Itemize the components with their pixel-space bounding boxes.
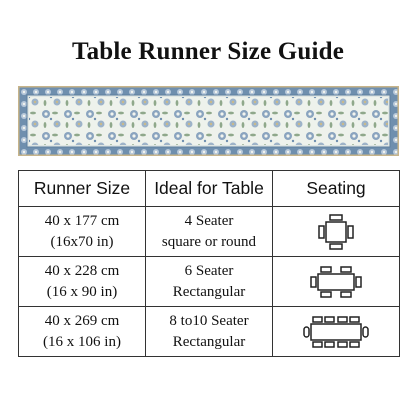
ideal-table-cell	[146, 257, 273, 307]
table-shape: square or round	[161, 233, 257, 250]
six-seater-table-icon	[310, 265, 362, 299]
header-seating: Seating	[273, 171, 400, 207]
size-cm: 40 x 228 cm	[44, 262, 120, 279]
table-header-row	[19, 171, 400, 207]
floral-table-runner-image	[18, 86, 399, 156]
size-cm: 40 x 177 cm	[44, 212, 120, 229]
runner-size-cell	[19, 307, 146, 357]
header-runner-size: Runner Size	[19, 171, 146, 207]
page-title: Table Runner Size Guide	[71, 38, 345, 65]
runner-size-cell	[19, 207, 146, 257]
size-cm: 40 x 269 cm	[44, 312, 120, 329]
seating-cell	[273, 207, 400, 257]
size-guide-table	[18, 170, 400, 357]
table-shape: Rectangular	[172, 333, 246, 350]
table-row	[19, 257, 400, 307]
table-shape: Rectangular	[172, 283, 246, 300]
seater-count: 6 Seater	[184, 262, 234, 279]
size-in: (16x70 in)	[50, 233, 114, 250]
four-seater-table-icon	[316, 212, 356, 252]
ideal-table-cell	[146, 207, 273, 257]
seater-count: 4 Seater	[184, 212, 234, 229]
seating-cell	[273, 307, 400, 357]
eight-to-ten-seater-table-icon	[303, 315, 369, 349]
seater-count: 8 to10 Seater	[169, 312, 249, 329]
ideal-table-cell	[146, 307, 273, 357]
header-ideal-for-table: Ideal for Table	[146, 171, 273, 207]
runner-size-cell	[19, 257, 146, 307]
seating-cell	[273, 257, 400, 307]
size-in: (16 x 90 in)	[46, 283, 118, 300]
table-row	[19, 307, 400, 357]
size-in: (16 x 106 in)	[43, 333, 121, 350]
table-row	[19, 207, 400, 257]
